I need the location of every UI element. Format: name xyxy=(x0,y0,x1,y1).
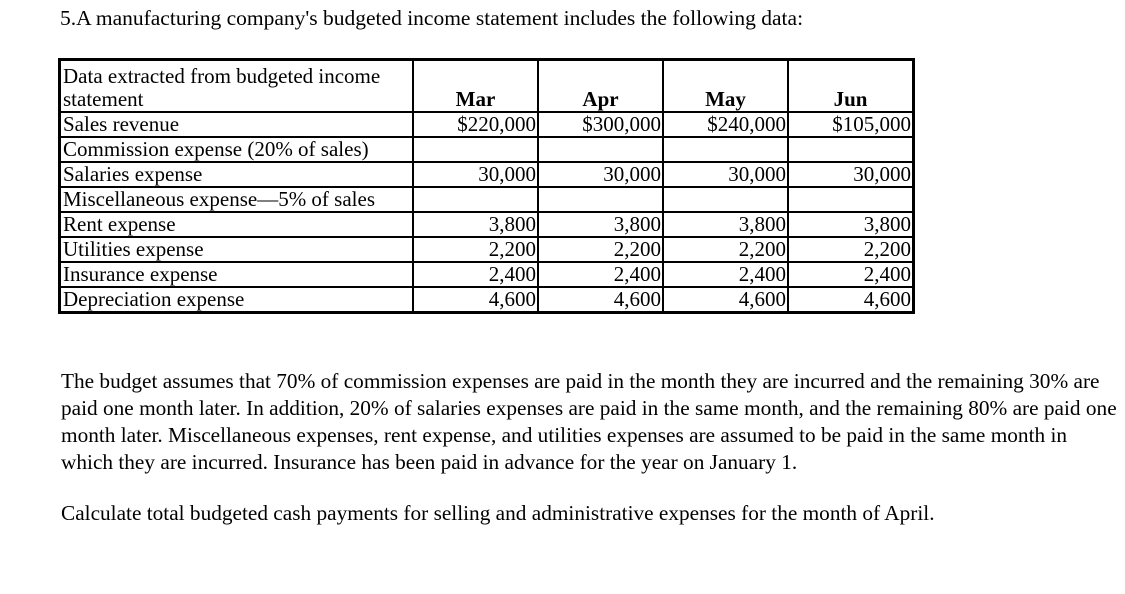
cell-value: $220,000 xyxy=(413,112,538,137)
cell-value: 2,200 xyxy=(413,237,538,262)
question-text: Calculate total budgeted cash payments for selling and administrative expenses for the month of April. xyxy=(61,501,935,525)
cell-value xyxy=(413,187,538,212)
cell-value xyxy=(788,137,914,162)
cell-value xyxy=(663,137,788,162)
cell-value: 2,400 xyxy=(538,262,663,287)
table-row xyxy=(60,287,914,313)
cell-value xyxy=(663,187,788,212)
cell-value: 30,000 xyxy=(663,162,788,187)
row-label: Miscellaneous expense—5% of sales xyxy=(60,187,414,212)
table-row xyxy=(60,162,914,187)
cell-value: 2,200 xyxy=(788,237,914,262)
cell-value xyxy=(413,137,538,162)
row-label: Rent expense xyxy=(60,212,414,237)
problem-heading: 5.A manufacturing company's budgeted income statement includes the following data: xyxy=(60,6,804,30)
row-label: Sales revenue xyxy=(60,112,414,137)
cell-value: 30,000 xyxy=(788,162,914,187)
cell-value: 2,400 xyxy=(413,262,538,287)
month-header-apr: Apr xyxy=(538,60,663,113)
table-row xyxy=(60,262,914,287)
month-header-mar: Mar xyxy=(413,60,538,113)
cell-value: 4,600 xyxy=(413,287,538,313)
month-header-may: May xyxy=(663,60,788,113)
assumptions-paragraph: The budget assumes that 70% of commission expenses are paid in the month they are incurred and the remaining 30% are paid one month later. In addition, 20% of salaries expenses are paid in the same month, and the remaining 80% are paid one month later. Miscellaneous expenses, rent expense, and utilities expenses are assumed to be paid in the same month in which they are incurred. Insurance has been paid in advance for the year on January 1. xyxy=(61,369,1117,474)
cell-value xyxy=(538,137,663,162)
cell-value: 3,800 xyxy=(413,212,538,237)
cell-value: 4,600 xyxy=(788,287,914,313)
row-label: Insurance expense xyxy=(60,262,414,287)
cell-value: 4,600 xyxy=(538,287,663,313)
cell-value: 4,600 xyxy=(663,287,788,313)
cell-value: $300,000 xyxy=(538,112,663,137)
cell-value: 30,000 xyxy=(413,162,538,187)
row-label: Salaries expense xyxy=(60,162,414,187)
cell-value xyxy=(788,187,914,212)
cell-value: 30,000 xyxy=(538,162,663,187)
cell-value: $105,000 xyxy=(788,112,914,137)
row-label: Depreciation expense xyxy=(60,287,414,313)
cell-value: 3,800 xyxy=(663,212,788,237)
row-label: Commission expense (20% of sales) xyxy=(60,137,414,162)
budget-data-table xyxy=(58,58,915,314)
cell-value: 3,800 xyxy=(538,212,663,237)
cell-value: 2,200 xyxy=(538,237,663,262)
table-row xyxy=(60,137,914,162)
month-header-jun: Jun xyxy=(788,60,914,113)
table-row xyxy=(60,187,914,212)
row-label: Utilities expense xyxy=(60,237,414,262)
cell-value: $240,000 xyxy=(663,112,788,137)
cell-value: 2,400 xyxy=(663,262,788,287)
corner-label: Data extracted from budgeted income statement xyxy=(60,60,414,113)
table-row xyxy=(60,112,914,137)
table-header-row xyxy=(60,60,914,113)
cell-value xyxy=(538,187,663,212)
table-row xyxy=(60,237,914,262)
table-row xyxy=(60,212,914,237)
cell-value: 3,800 xyxy=(788,212,914,237)
cell-value: 2,200 xyxy=(663,237,788,262)
cell-value: 2,400 xyxy=(788,262,914,287)
